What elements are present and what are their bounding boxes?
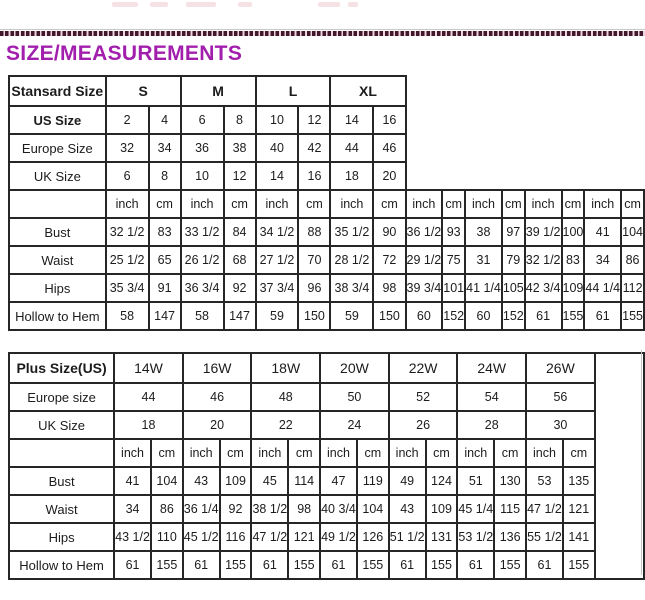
measurement-cell: cm [151,439,183,467]
measurement-cell: 86 [151,495,183,523]
row-label: Bust [9,218,106,246]
measurement-cell: 41 [114,467,151,495]
row-label: Hollow to Hem [9,302,106,330]
size-column-header: S [106,76,181,106]
measurement-cell: 84 [224,218,256,246]
measurement-cell: 60 [406,302,443,330]
measurement-cell: 16 [298,162,330,190]
measurement-cell: 20 [373,162,405,190]
measurement-cell: 88 [298,218,330,246]
measurement-cell: 121 [563,495,595,523]
measurement-cell: inch [406,190,443,218]
table-row [9,302,644,330]
size-column-header: 24W [457,353,526,383]
table-row [9,383,644,411]
measurement-cell: 105 [502,274,525,302]
measurement-cell: 98 [373,274,405,302]
measurement-cell: 58 [181,302,224,330]
table-row [9,246,644,274]
measurement-cell: 48 [251,383,320,411]
measurement-cell: 60 [465,302,502,330]
measurement-cell: inch [114,439,151,467]
measurement-cell: 86 [621,246,644,274]
measurement-cell: cm [442,190,465,218]
measurement-cell: inch [526,439,563,467]
measurement-cell: 54 [457,383,526,411]
measurement-cell: 2 [106,106,149,134]
measurement-cell: 150 [298,302,330,330]
size-column-header: 26W [526,353,595,383]
row-label [9,439,114,467]
measurement-cell: 45 [251,467,288,495]
table-row [9,411,644,439]
standard-size-table [8,75,645,331]
size-column-header: 16W [183,353,252,383]
measurement-cell: 47 1/2 [526,495,563,523]
size-column-header: L [256,76,331,106]
measurement-cell: 47 1/2 [251,523,288,551]
measurement-cell: 61 [114,551,151,579]
row-label: Hips [9,523,114,551]
measurement-cell: 56 [526,383,595,411]
measurement-cell: inch [183,439,220,467]
measurement-cell: 75 [442,246,465,274]
measurement-cell: 155 [563,551,595,579]
measurement-cell: 40 3/4 [320,495,357,523]
row-label: Waist [9,495,114,523]
measurement-cell: 93 [442,218,465,246]
measurement-cell: 33 1/2 [181,218,224,246]
row-label: US Size [9,106,106,134]
measurement-cell: 46 [373,134,405,162]
measurement-cell: 116 [220,523,252,551]
measurement-cell: 104 [151,467,183,495]
measurement-cell: 65 [149,246,181,274]
measurement-cell: 58 [106,302,149,330]
measurement-cell: 147 [224,302,256,330]
measurement-cell: 10 [181,162,224,190]
measurement-cell: 29 1/2 [406,246,443,274]
measurement-cell: 155 [426,551,458,579]
measurement-cell: 26 1/2 [181,246,224,274]
measurement-cell: 61 [183,551,220,579]
measurement-cell: 124 [426,467,458,495]
table-row [9,551,644,579]
measurement-cell: 155 [562,302,585,330]
measurement-cell: 147 [149,302,181,330]
measurement-cell: 52 [389,383,458,411]
measurement-cell: 43 1/2 [114,523,151,551]
measurement-cell: 155 [357,551,389,579]
measurement-cell: 126 [357,523,389,551]
table-corner-label: Plus Size(US) [9,353,114,383]
measurement-cell: 61 [251,551,288,579]
measurement-cell: 59 [256,302,299,330]
measurement-cell: 6 [181,106,224,134]
size-column-header: 14W [114,353,183,383]
measurement-cell: 68 [224,246,256,274]
table-row [9,134,644,162]
measurement-cell: cm [621,190,644,218]
row-label [9,190,106,218]
measurement-cell: 27 1/2 [256,246,299,274]
measurement-cell: 61 [526,551,563,579]
table-row [9,190,644,218]
measurement-cell: cm [149,190,181,218]
measurement-cell: 20 [183,411,252,439]
measurement-cell: 119 [357,467,389,495]
row-label: Europe size [9,383,114,411]
measurement-cell: cm [562,190,585,218]
measurement-cell: 41 [584,218,621,246]
measurement-cell: 121 [288,523,320,551]
measurement-cell: inch [457,439,494,467]
measurement-cell: 32 1/2 [106,218,149,246]
measurement-cell: 30 [526,411,595,439]
measurement-cell: 40 [256,134,299,162]
measurement-cell: 92 [220,495,252,523]
measurement-cell: cm [298,190,330,218]
measurement-cell: 44 [330,134,373,162]
measurement-cell: 28 1/2 [330,246,373,274]
measurement-cell: 72 [373,246,405,274]
measurement-cell: 83 [149,218,181,246]
measurement-cell: 51 1/2 [389,523,426,551]
measurement-cell: 36 1/2 [406,218,443,246]
table-row [9,162,644,190]
measurement-cell: cm [220,439,252,467]
measurement-cell: 31 [465,246,502,274]
measurement-cell: 109 [426,495,458,523]
measurement-cell: 41 1/4 [465,274,502,302]
measurement-cell: 16 [373,106,405,134]
row-label: Hollow to Hem [9,551,114,579]
size-header-row [9,353,644,383]
measurement-cell: 97 [502,218,525,246]
measurement-cell: 130 [494,467,526,495]
measurement-cell: 61 [457,551,494,579]
measurement-cell: 14 [256,162,299,190]
measurement-cell: inch [389,439,426,467]
measurement-cell: 24 [320,411,389,439]
size-column-header: M [181,76,256,106]
measurement-cell: inch [525,190,562,218]
measurement-cell: cm [288,439,320,467]
measurement-cell: cm [224,190,256,218]
measurement-cell: 55 1/2 [526,523,563,551]
measurement-cell: 131 [426,523,458,551]
measurement-cell: inch [251,439,288,467]
measurement-cell: 32 1/2 [525,246,562,274]
measurement-cell: cm [357,439,389,467]
measurement-cell: 98 [288,495,320,523]
table-row [9,523,644,551]
measurement-cell: 53 1/2 [457,523,494,551]
measurement-cell: 8 [149,162,181,190]
row-label: Europe Size [9,134,106,162]
measurement-cell: 53 [526,467,563,495]
measurement-cell: 155 [494,551,526,579]
measurement-cell: 38 [224,134,256,162]
measurement-cell: 155 [621,302,644,330]
measurement-cell: 61 [525,302,562,330]
measurement-cell: 38 [465,218,502,246]
measurement-cell: 26 [389,411,458,439]
measurement-cell: 36 3/4 [181,274,224,302]
size-column-header: 20W [320,353,389,383]
table-corner-label: Stansard Size [9,76,106,106]
measurement-cell: 45 1/4 [457,495,494,523]
separator-rule [0,29,645,30]
measurement-cell: 34 [114,495,151,523]
measurement-cell: cm [373,190,405,218]
row-label: Bust [9,467,114,495]
measurement-cell: 61 [584,302,621,330]
measurement-cell: 36 1/4 [183,495,220,523]
table-row [9,467,644,495]
measurement-cell: 112 [621,274,644,302]
measurement-cell: 10 [256,106,299,134]
measurement-cell: 12 [224,162,256,190]
measurement-cell: 49 [389,467,426,495]
scan-edge-artifact [641,350,642,575]
measurement-cell: inch [181,190,224,218]
measurement-cell: 155 [220,551,252,579]
measurement-cell: cm [426,439,458,467]
measurement-cell: 42 3/4 [525,274,562,302]
measurement-cell: 39 1/2 [525,218,562,246]
measurement-cell: 109 [562,274,585,302]
measurement-cell: 91 [149,274,181,302]
measurement-cell: 47 [320,467,357,495]
measurement-cell: 70 [298,246,330,274]
measurement-cell: 155 [288,551,320,579]
measurement-cell: cm [502,190,525,218]
page-title: SIZE/MEASUREMENTS [6,42,243,65]
measurement-cell: 83 [562,246,585,274]
measurement-cell: inch [106,190,149,218]
measurement-cell: 35 1/2 [330,218,373,246]
measurement-cell: inch [256,190,299,218]
measurement-cell: 43 [183,467,220,495]
measurement-cell: 96 [298,274,330,302]
measurement-cell: 39 3/4 [406,274,443,302]
measurement-cell: 50 [320,383,389,411]
measurement-cell: inch [320,439,357,467]
measurement-cell: 45 1/2 [183,523,220,551]
row-label: UK Size [9,162,106,190]
table-row [9,495,644,523]
measurement-cell: 79 [502,246,525,274]
measurement-cell: 42 [298,134,330,162]
measurement-cell: 49 1/2 [320,523,357,551]
measurement-cell: inch [465,190,502,218]
measurement-cell: 152 [502,302,525,330]
measurement-cell: 34 1/2 [256,218,299,246]
measurement-cell: 110 [151,523,183,551]
measurement-cell: 18 [114,411,183,439]
measurement-cell: 136 [494,523,526,551]
measurement-cell: 100 [562,218,585,246]
measurement-cell: 104 [357,495,389,523]
measurement-cell: 44 [114,383,183,411]
measurement-cell: 12 [298,106,330,134]
measurement-cell: 59 [330,302,373,330]
measurement-cell: 37 3/4 [256,274,299,302]
plus-size-table [8,352,645,580]
measurement-cell: cm [563,439,595,467]
size-header-row [9,76,644,106]
measurement-cell: 92 [224,274,256,302]
measurement-cell: inch [584,190,621,218]
table-row [9,218,644,246]
measurement-cell: 8 [224,106,256,134]
measurement-cell: 46 [183,383,252,411]
measurement-cell: 25 1/2 [106,246,149,274]
measurement-cell: 135 [563,467,595,495]
measurement-cell: 43 [389,495,426,523]
dashed-separator [0,31,645,36]
measurement-cell: 90 [373,218,405,246]
size-column-header: XL [330,76,405,106]
measurement-cell: 141 [563,523,595,551]
empty-trailing-column [595,353,644,579]
cropped-text-artifact [0,0,645,10]
measurement-cell: 155 [151,551,183,579]
measurement-cell: cm [494,439,526,467]
size-column-header: 22W [389,353,458,383]
measurement-cell: 104 [621,218,644,246]
row-label: UK Size [9,411,114,439]
measurement-cell: 109 [220,467,252,495]
measurement-cell: 22 [251,411,320,439]
measurement-cell: 18 [330,162,373,190]
measurement-cell: 150 [373,302,405,330]
measurement-cell: 35 3/4 [106,274,149,302]
measurement-cell: 61 [389,551,426,579]
measurement-cell: 38 3/4 [330,274,373,302]
row-label: Waist [9,246,106,274]
measurement-cell: 4 [149,106,181,134]
measurement-cell: 34 [584,246,621,274]
measurement-cell: 34 [149,134,181,162]
table-row [9,274,644,302]
measurement-cell: 152 [442,302,465,330]
measurement-cell: 32 [106,134,149,162]
size-column-header: 18W [251,353,320,383]
table-row [9,439,644,467]
row-label: Hips [9,274,106,302]
measurement-cell: 38 1/2 [251,495,288,523]
measurement-cell: 115 [494,495,526,523]
measurement-cell: 14 [330,106,373,134]
table-row [9,106,644,134]
measurement-cell: 44 1/4 [584,274,621,302]
measurement-cell: 36 [181,134,224,162]
measurement-cell: 6 [106,162,149,190]
measurement-cell: 101 [442,274,465,302]
measurement-cell: 28 [457,411,526,439]
measurement-cell: 114 [288,467,320,495]
measurement-cell: inch [330,190,373,218]
measurement-cell: 51 [457,467,494,495]
measurement-cell: 61 [320,551,357,579]
